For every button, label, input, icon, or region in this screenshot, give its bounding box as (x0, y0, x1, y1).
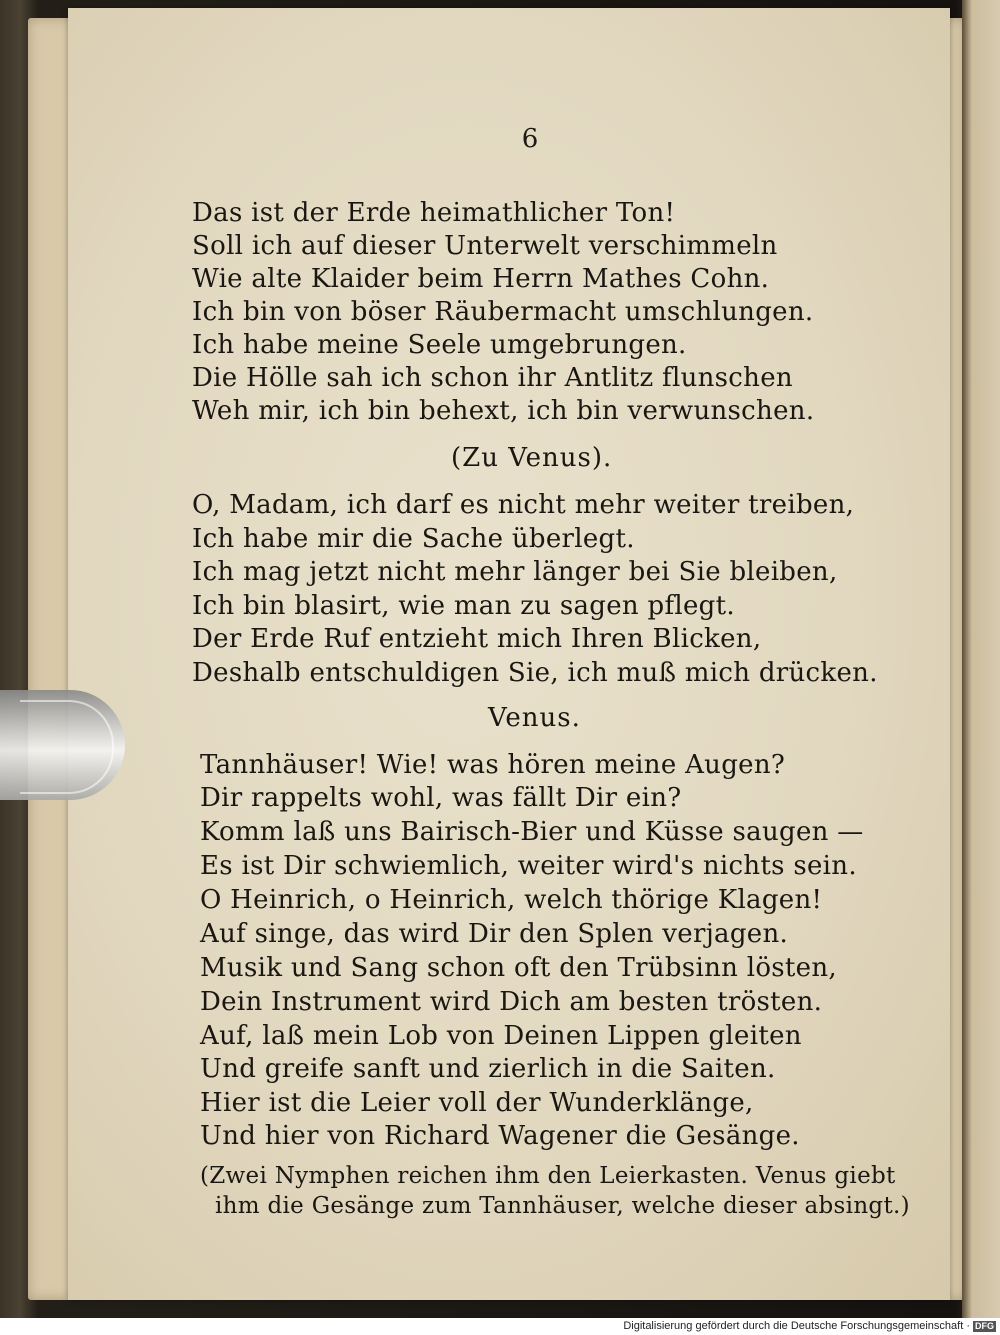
facing-page-edge (962, 0, 1000, 1318)
verse-line: Musik und Sang schon oft den Trübsinn lösten, (200, 953, 837, 983)
verse-line: Auf, laß mein Lob von Deinen Lippen gleiten (200, 1021, 802, 1051)
verse-line: Der Erde Ruf entzieht mich Ihren Blicken, (192, 624, 762, 654)
verse-line: Und hier von Richard Wagener die Gesänge. (200, 1121, 800, 1151)
verse-line: Soll ich auf dieser Unterwelt verschimmeln (192, 231, 778, 261)
verse-line: Komm laß uns Bairisch-Bier und Küsse saugen — (200, 817, 864, 847)
verse-line: Auf singe, das wird Dir den Splen verjagen. (200, 919, 789, 949)
verse-line: Ich bin blasirt, wie man zu sagen pflegt. (192, 591, 735, 621)
dfg-logo: DFG (975, 1321, 994, 1331)
stage-direction: (Zwei Nymphen reichen ihm den Leierkasten. Venus giebt (200, 1163, 896, 1189)
verse-line: Weh mir, ich bin behext, ich bin verwunschen. (192, 396, 815, 426)
verse-line: Das ist der Erde heimathlicher Ton! (192, 198, 676, 228)
verse-line: Hier ist die Leier voll der Wunderklänge, (200, 1088, 754, 1118)
verse-line: O, Madam, ich darf es nicht mehr weiter treiben, (192, 490, 855, 520)
verse-line: Ich bin von böser Räubermacht umschlungen. (192, 297, 814, 327)
verse-line: O Heinrich, o Heinrich, welch thörige Klagen! (200, 885, 823, 915)
verse-line: Dein Instrument wird Dich am besten trösten. (200, 987, 823, 1017)
stage-direction: ihm die Gesänge zum Tannhäuser, welche dieser absingt.) (215, 1193, 910, 1219)
credit-text: Digitalisierung gefördert durch die Deutsche Forschungsgemeinschaft · (623, 1320, 970, 1332)
verse-line: Ich habe meine Seele umgebrungen. (192, 330, 687, 360)
verse-line: Ich mag jetzt nicht mehr länger bei Sie bleiben, (192, 557, 838, 587)
digitization-credit (0, 1318, 1000, 1335)
page-number: 6 (521, 124, 539, 154)
verse-line: Und greife sanft und zierlich in die Saiten. (200, 1054, 776, 1084)
verse-line: Tannhäuser! Wie! was hören meine Augen? (200, 750, 786, 780)
verse-line: Wie alte Klaider beim Herrn Mathes Cohn. (192, 264, 770, 294)
verse-line: Deshalb entschuldigen Sie, ich muß mich drücken. (192, 658, 878, 688)
bookmark-highlight (20, 700, 114, 794)
verse-line: Die Hölle sah ich schon ihr Antlitz flunschen (192, 363, 793, 393)
verse-line: Es ist Dir schwiemlich, weiter wird's nichts sein. (200, 851, 857, 881)
verse-line: Ich habe mir die Sache überlegt. (192, 524, 635, 554)
speaker-heading: Venus. (488, 703, 581, 733)
verse-line: Dir rappelts wohl, was fällt Dir ein? (200, 783, 682, 813)
stage-heading: (Zu Venus). (451, 443, 613, 473)
